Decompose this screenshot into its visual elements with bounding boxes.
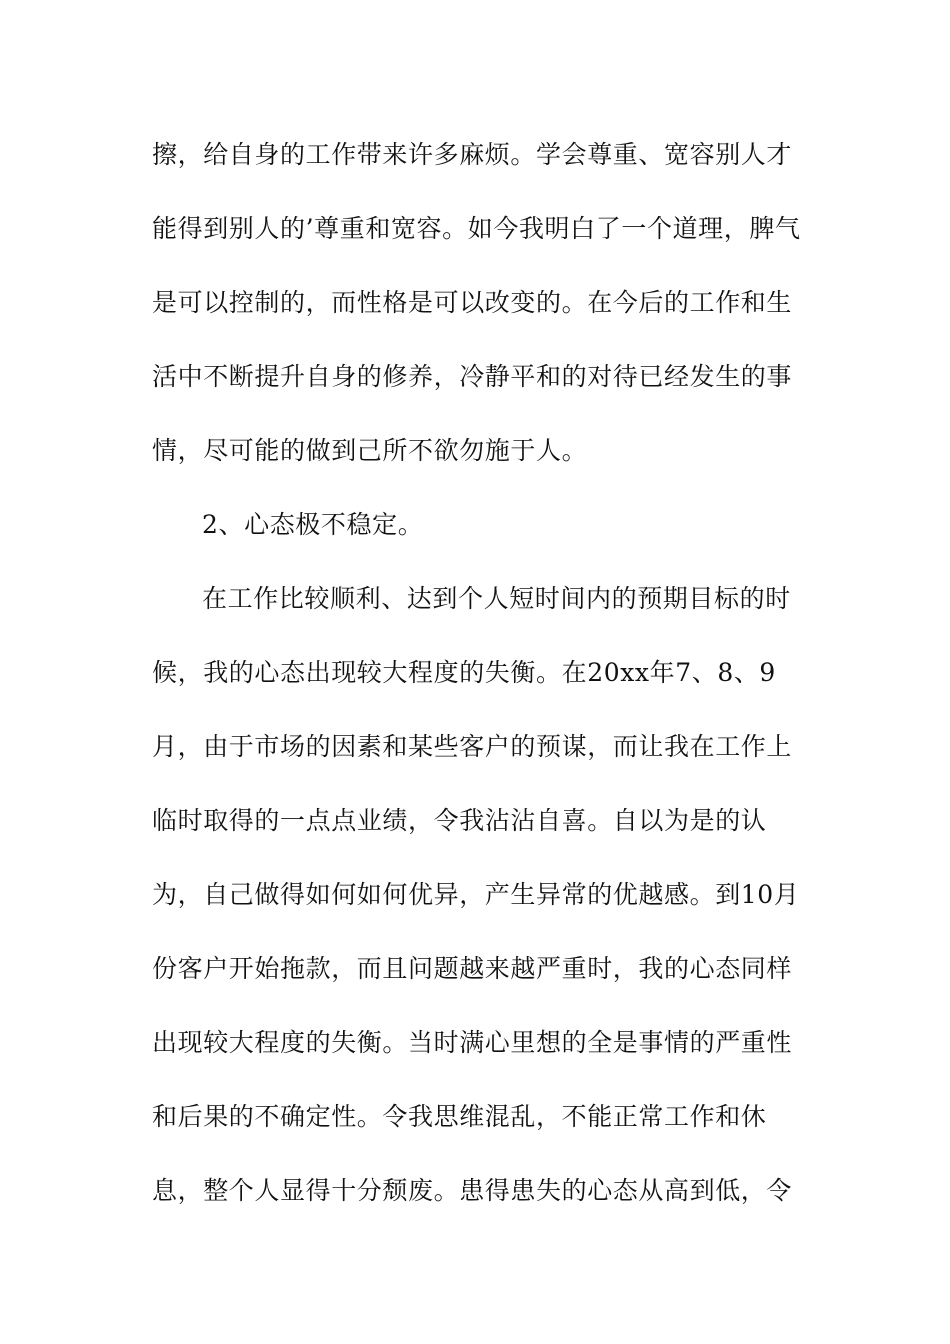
text-line: 息，整个人显得十分颓废。患得患失的心态从高到低，令	[152, 1176, 793, 1205]
text-line: 候，我的心态出现较大程度的失衡。在20xx年7、8、9	[152, 658, 776, 687]
text-line: 在工作比较顺利、达到个人短时间内的预期目标的时	[202, 584, 791, 613]
text-line: 和后果的不确定性。令我思维混乱，不能正常工作和休	[152, 1102, 767, 1131]
text-line: 情，尽可能的做到己所不欲勿施于人。	[152, 436, 588, 465]
text-line: 份客户开始拖款，而且问题越来越严重时，我的心态同样	[152, 954, 793, 983]
text-line: 是可以控制的，而性格是可以改变的。在今后的工作和生	[152, 288, 793, 317]
section-heading: 2、心态极不稳定。	[202, 510, 424, 539]
text-line: 擦，给自身的工作带来许多麻烦。学会尊重、宽容别人才	[152, 140, 793, 169]
text-line: 临时取得的一点点业绩，令我沾沾自喜。自以为是的认	[152, 806, 767, 835]
text-line: 为，自己做得如何如何优异，产生异常的优越感。到10月	[152, 880, 800, 909]
text-line: 月，由于市场的因素和某些客户的预谋，而让我在工作上	[152, 732, 793, 761]
text-line: 能得到别人的’尊重和宽容。如今我明白了一个道理，脾气	[152, 214, 801, 243]
text-line: 活中不断提升自身的修养，冷静平和的对待已经发生的事	[152, 362, 793, 391]
text-line: 出现较大程度的失衡。当时满心里想的全是事情的严重性	[152, 1028, 793, 1057]
